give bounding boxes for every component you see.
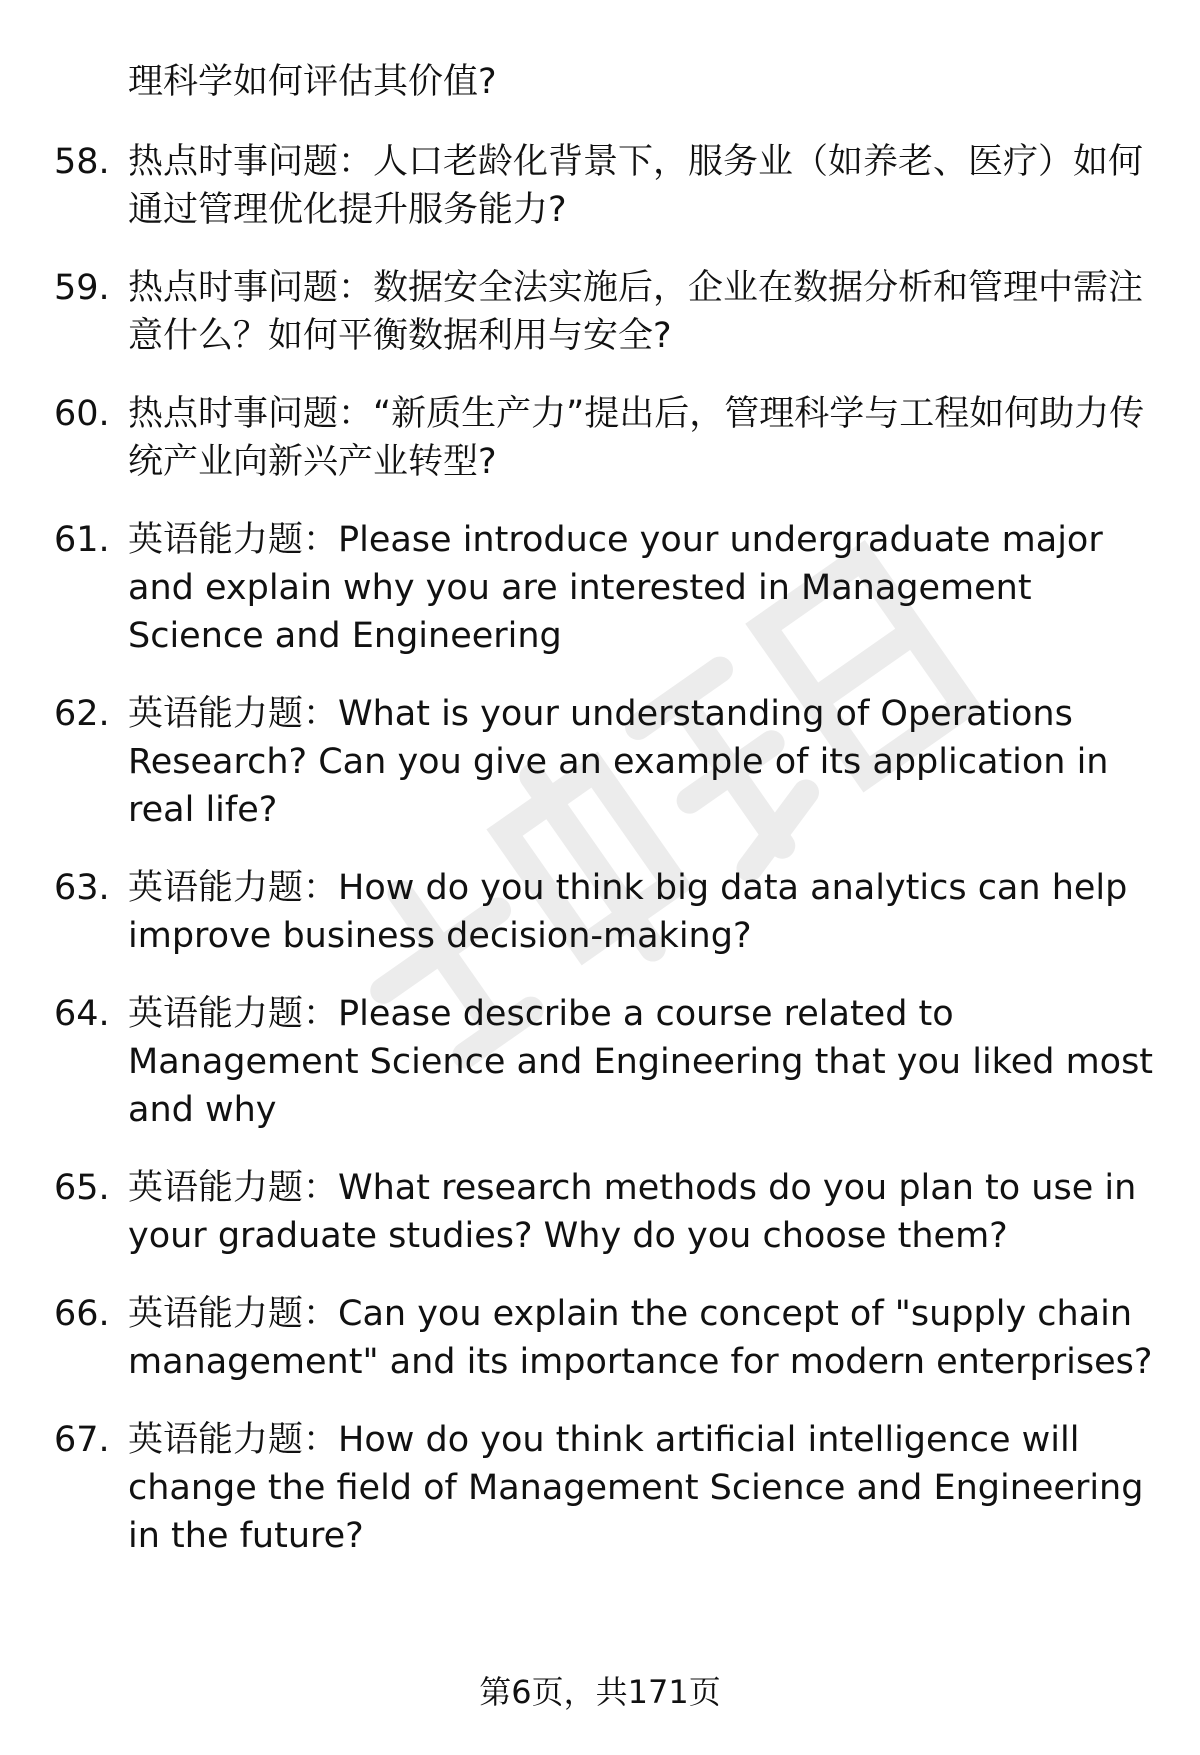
question-item bbox=[0, 516, 1200, 660]
question-item bbox=[0, 864, 1200, 960]
question-item bbox=[0, 1290, 1200, 1386]
question-item bbox=[0, 264, 1200, 360]
question-number: 60. bbox=[54, 394, 110, 434]
question-item bbox=[0, 1416, 1200, 1560]
question-number: 65. bbox=[54, 1168, 110, 1208]
question-text: 热点时事问题：数据安全法实施后，企业在数据分析和管理中需注意什么？如何平衡数据利用与安全? bbox=[128, 268, 1144, 356]
question-text: 英语能力题：Please introduce your undergraduate major and explain why you are interested in Management Science and Engineering bbox=[128, 520, 1103, 656]
question-number: 62. bbox=[54, 694, 110, 734]
question-list bbox=[0, 138, 1200, 1590]
question-text: 英语能力题：Please describe a course related to Management Science and Engineering that you liked most and why bbox=[128, 994, 1154, 1130]
question-number: 66. bbox=[54, 1294, 110, 1334]
question-text: 热点时事问题：“新质生产力”提出后，管理科学与工程如何助力传统产业向新兴产业转型? bbox=[128, 394, 1145, 482]
question-text: 英语能力题：Can you explain the concept of "supply chain management" and its importance for modern enterprises? bbox=[128, 1294, 1153, 1382]
question-number: 63. bbox=[54, 868, 110, 908]
question-item bbox=[0, 390, 1200, 486]
question-text: 英语能力题：What research methods do you plan to use in your graduate studies? Why do you choose them? bbox=[128, 1168, 1137, 1256]
page-number: 第6页，共171页 bbox=[479, 1673, 721, 1711]
question-number: 67. bbox=[54, 1420, 110, 1460]
question-number: 58. bbox=[54, 142, 110, 182]
question-item bbox=[0, 138, 1200, 234]
question-text: 热点时事问题：人口老龄化背景下，服务业（如养老、医疗）如何通过管理优化提升服务能力? bbox=[128, 142, 1144, 230]
question-text: 英语能力题：What is your understanding of Operations Research? Can you give an example of its application in real life? bbox=[128, 694, 1109, 830]
continued-question-text: 理科学如何评估其价值? bbox=[128, 62, 497, 102]
question-number: 59. bbox=[54, 268, 110, 308]
question-item bbox=[0, 990, 1200, 1134]
question-item bbox=[0, 1164, 1200, 1260]
question-item bbox=[0, 690, 1200, 834]
question-number: 61. bbox=[54, 520, 110, 560]
question-number: 64. bbox=[54, 994, 110, 1034]
question-text: 英语能力题：How do you think artificial intelligence will change the field of Management Science and Engineering in the future? bbox=[128, 1420, 1144, 1556]
question-text: 英语能力题：How do you think big data analytics can help improve business decision-making? bbox=[128, 868, 1128, 956]
